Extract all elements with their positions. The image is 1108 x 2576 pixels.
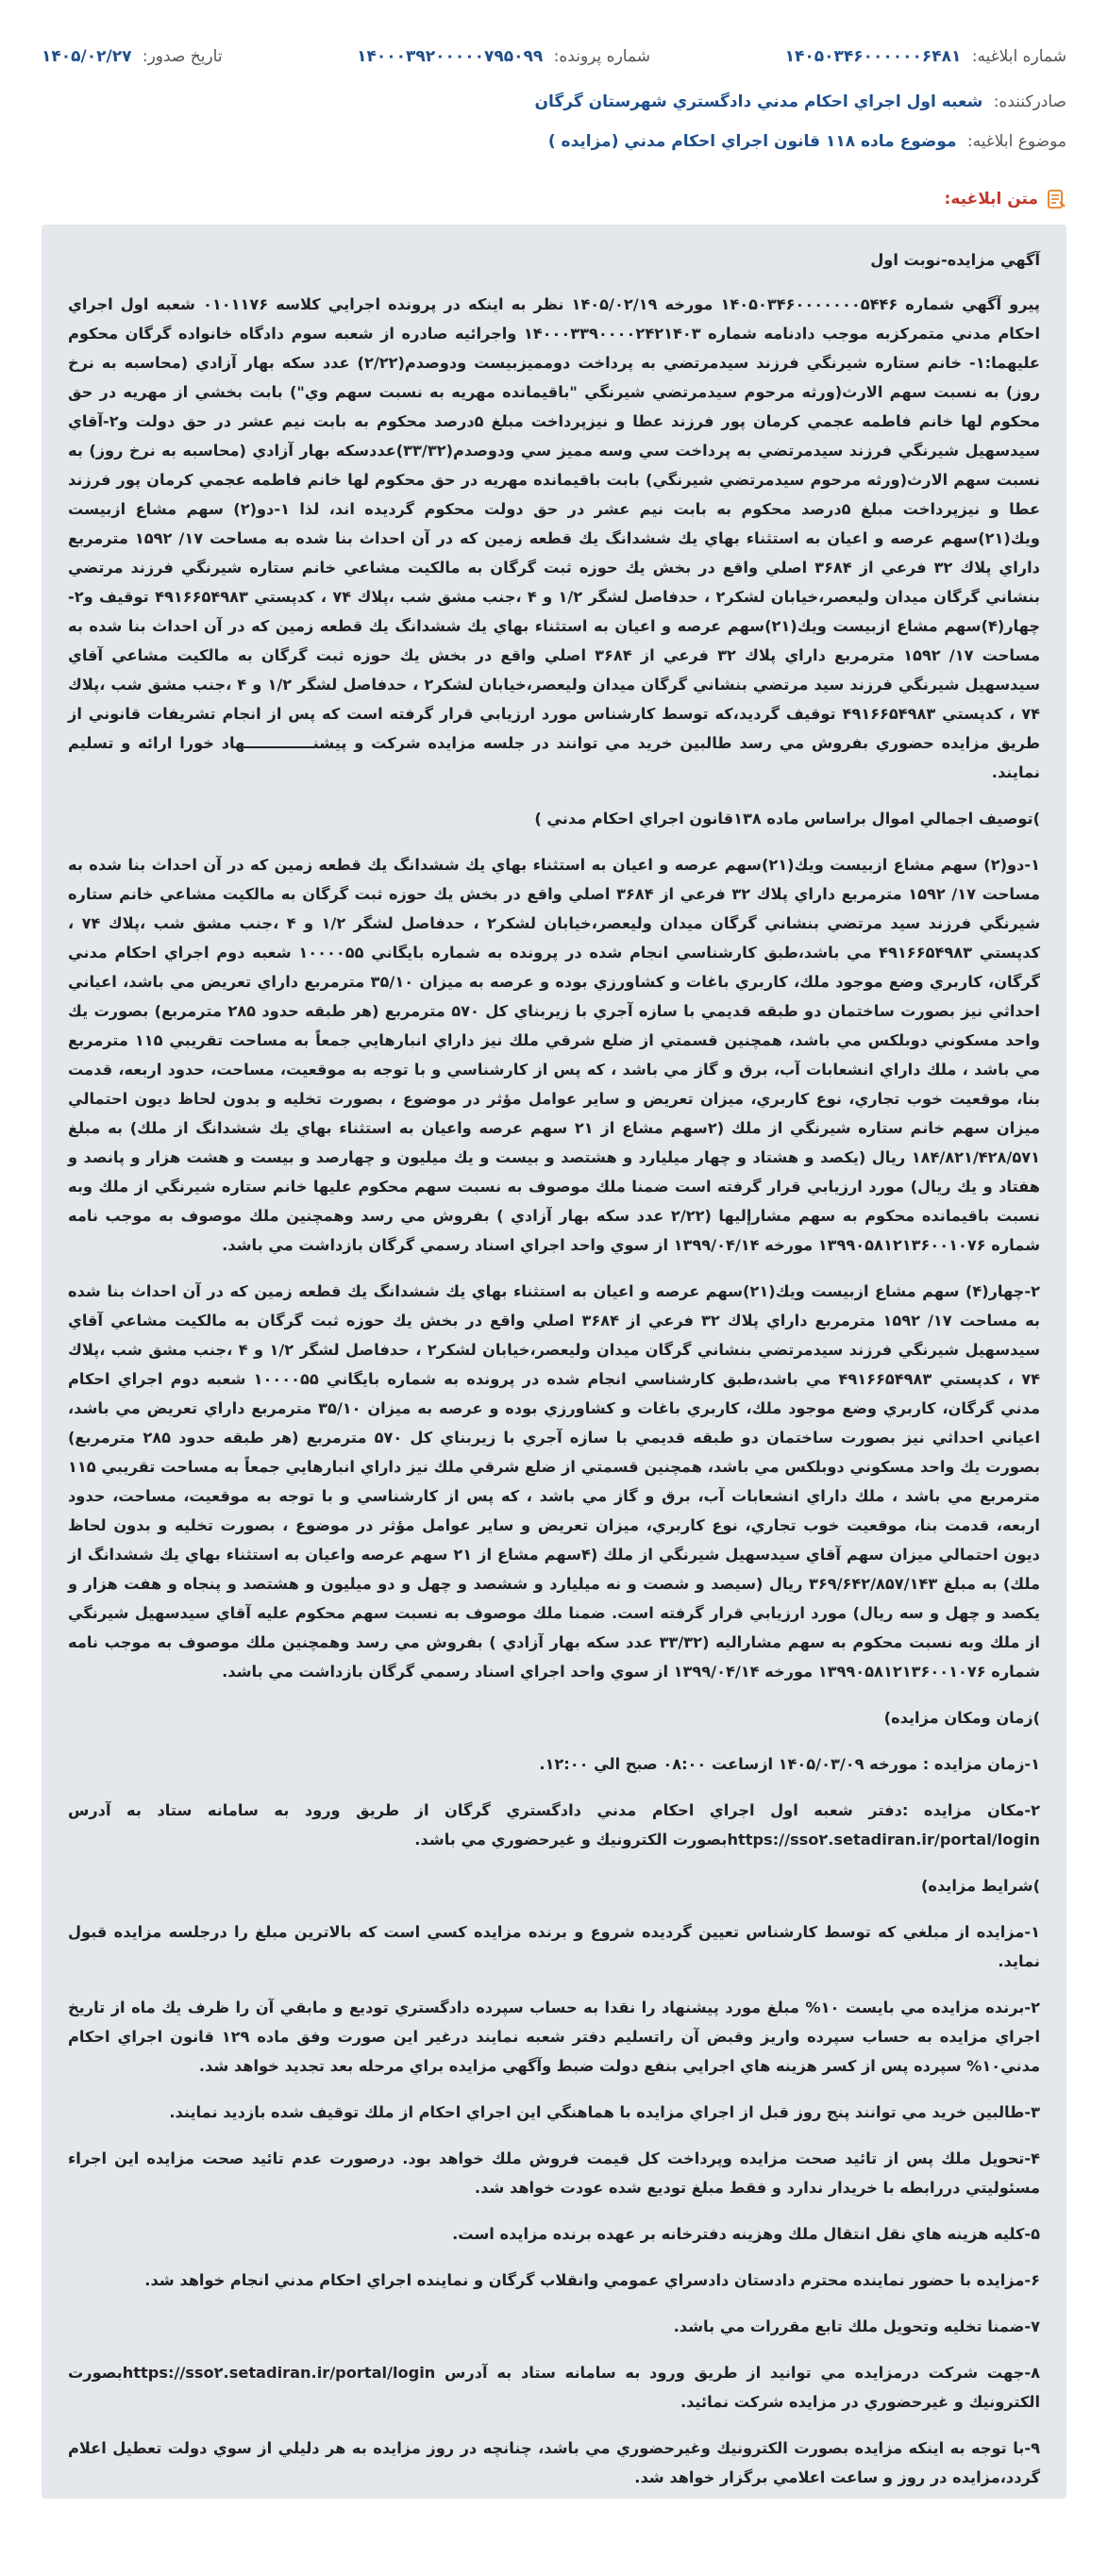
document-text-icon	[1046, 189, 1066, 209]
condition-4: ۴-تحويل ملك پس از تائيد صحت مزايده وپرداخت كل قيمت فروش ملك خواهد بود. درصورت عدم تائيد صحت مزايده اين اجراء مسئوليتي دررابطه با خريدار ندارد و فقط مبلغ توديع شده عودت خواهد شد.	[68, 2149, 1040, 2197]
condition-1: ۱-مزايده از مبلغي كه توسط كارشناس تعيين گرديده شروع و برنده مزايده كسي است كه بالاترين مبلغ را درجلسه مزايده قبول نمايد.	[68, 1923, 1040, 1970]
section-heading-conditions: )شرايط مزايده)	[920, 1877, 1040, 1895]
auction-time: ۱-زمان مزايده : مورخه ۱۴۰۵/۰۳/۰۹ ازساعت ۰۸:۰۰ صبح الي ۱۲:۰۰.	[539, 1755, 1040, 1773]
condition-7: ۷-ضمنا تخليه وتحويل ملك تابع مقررات مي باشد.	[673, 2317, 1040, 2335]
property-description-2: ۲-چهار(۴) سهم مشاع ازبيست ويك(۲۱)سهم عرصه و اعيان به استثناء بهاي يك ششدانگ يك قطعه زمين كه در آن احداث بنا شده به مساحت ۱۷/ ۱۵۹۲ مترمربع داراي پلاك ۳۲ فرعي از ۳۶۸۴ اصلي واقع در بخش يك حوزه ثبت گرگان به مالكيت مشاعي آقاي سيدسهيل شيرنگي فرزند سيدمرتضي بنشاني گرگان ميدان وليعصر،خيابان لشكر۲ ، حدفاصل لشگر ۱/۲ و ۴ ،جنب مشق شب ،پلاك ۷۴ ، كدپستي ۴۹۱۶۶۵۴۹۸۳ مي باشد،طبق كارشناسي انجام شده در پرونده به شماره بايگاني ۱۰۰۰۰۵۵ شعبه دوم اجراي احكام مدني گرگان، كاربري وضع موجود ملك، كاربري باغات و كشاورزي بوده و عرصه به ميزان ۳۵/۱۰ مترمربع داراي تعريض مي باشد، اعياني احداثي نيز بصورت ساختمان دو طبقه قديمي با سازه آجري با زيربناي كل ۵۷۰ مترمربع (هر طبقه حدود ۲۸۵ مترمربع) بصورت يك واحد مسكوني دوبلكس مي باشد، همچنين قسمتي از ضلع شرقي ملك نيز داراي انبارهايي جمعاً به مساحت تقريبي ۱۱۵ مترمربع مي باشد ، ملك داراي انشعابات آب، برق و گاز مي باشد ، كه پس از كارشناسي و با توجه به موقعيت، مساحت، حدود اربعه، قدمت بنا، موقعيت خوب تجاري، نوع كاربري، ميزان تعريض و ساير عوامل مؤثر در موضوع ، بصورت تخليه و بدون لحاظ ديون احتمالي ميزان سهم آقاي سيدسهيل شيرنگي از ملك (۴سهم مشاع از ۲۱ سهم عرصه واعيان به استثناء بهاي يك ششدانگ از ملك) به مبلغ ۳۶۹/۶۴۲/۸۵۷/۱۴۳ ريال (سيصد و شصت و نه ميليارد و ششصد و چهل و دو ميليون و هشتصد و پنجاه و هفت هزار و يكصد و چهل و سه ريال) مورد ارزيابي قرار گرفته است. ضمنا ملك موصوف به نسبت سهم محكوم عليه آقاي سيدسهيل شيرنگي از ملك وبه نسبت محكوم به سهم مشاراليه (۳۳/۳۲ عدد سكه بهار آزادي ) بفروش مي رسد وهمچنين ملك موصوف به موجب نامه شماره ۱۳۹۹۰۵۸۱۲۱۳۶۰۰۱۰۷۶ مورخه ۱۳۹۹/۰۴/۱۴ از سوي واحد اجراي اسناد رسمي گرگان بازداشت مي باشد.	[68, 1282, 1041, 1681]
condition-6: ۶-مزايده با حضور نماينده محترم دادستان دادسراي عمومي وانقلاب گرگان و نماينده اجراي احكام مدني انجام خواهد شد.	[144, 2271, 1040, 2289]
issuer-label: صادرکننده:	[993, 92, 1066, 111]
section-heading-time-place: )زمان ومكان مزايده)	[883, 1709, 1040, 1727]
subject-line	[42, 132, 1066, 151]
auction-place: ۲-مكان مزايده :دفتر شعبه اول اجراي احكام مدني دادگستري گرگان از طريق ورود به سامانه ستاد به آدرس https://sso۲.setadiran.ir/portal/loginبصورت الكترونيك و غيرحضوري مي باشد.	[68, 1801, 1040, 1848]
notice-number	[785, 47, 1066, 66]
metadata-row	[42, 47, 1066, 66]
notice-number-value: ۱۴۰۵۰۳۴۶۰۰۰۰۰۰۶۴۸۱	[784, 47, 962, 66]
notice-text-title: متن ابلاغيه:	[944, 190, 1038, 209]
condition-2: ۲-برنده مزايده مي بايست ۱۰% مبلغ مورد پيشنهاد را نقدا به حساب سپرده دادگستري توديع و مابقي آن را ظرف يك ماه از تاريخ اجراي مزايده به حساب سپرده واريز وقبض آن راتسليم دفتر شعبه نمايند درغير اين صورت وفق ماده ۱۲۹ قانون اجراي احكام مدني۱۰% سپرده پس از كسر هزينه هاي اجرايي بنفع دولت ضبط وآگهي مزايده براي مرحله بعد تجديد خواهد شد.	[68, 1999, 1040, 2075]
file-number	[357, 47, 650, 66]
notice-number-label: شماره ابلاغيه:	[971, 47, 1066, 66]
issue-date-label: تاريخ صدور:	[142, 47, 223, 66]
condition-3: ۳-طالبين خريد مي توانند پنج روز قبل از اجراي مزايده با هماهنگي اين اجراي احكام از ملك توقيف شده بازديد نمايند.	[169, 2103, 1040, 2121]
issue-date	[42, 47, 223, 66]
issuer-line	[42, 92, 1066, 111]
notice-heading: آگهي مزايده-نوبت اول	[870, 251, 1040, 269]
subject-label: موضوع ابلاغيه:	[966, 132, 1066, 151]
issuer-value: شعبه اول اجراي احكام مدني دادگستري شهرستان گرگان	[534, 92, 983, 111]
issue-date-value: ۱۴۰۵/۰۲/۲۷	[42, 47, 132, 66]
subject-value: موضوع ماده ۱۱۸ قانون اجراي احكام مدني (مزايده )	[547, 132, 957, 151]
section-heading-description: )توصيف اجمالي اموال براساس ماده ۱۳۸قانون اجراي احكام مدني )	[534, 810, 1040, 828]
file-number-label: شماره پرونده:	[553, 47, 651, 66]
property-description-1: ۱-دو(۲) سهم مشاع ازبيست ويك(۲۱)سهم عرصه و اعيان به استثناء بهاي يك ششدانگ يك قطعه زمين كه در آن احداث بنا شده به مساحت ۱۷/ ۱۵۹۲ مترمربع داراي پلاك ۳۲ فرعي از ۳۶۸۴ اصلي واقع در بخش يك حوزه ثبت گرگان به مالكيت مشاعي خانم ستاره شيرنگي فرزند سيد مرتضي بنشاني گرگان ميدان وليعصر،خيابان لشكر۲ ، حدفاصل لشگر ۱/۲ و ۴ ،جنب مشق شب ،پلاك ۷۴ ، كدپستي ۴۹۱۶۶۵۴۹۸۳ مي باشد،طبق كارشناسي انجام شده در پرونده به شماره بايگاني ۱۰۰۰۰۵۵ شعبه دوم اجراي احكام مدني گرگان، كاربري وضع موجود ملك، كاربري باغات و كشاورزي بوده و عرصه به ميزان ۳۵/۱۰ مترمربع داراي تعريض مي باشد، اعياني احداثي نيز بصورت ساختمان دو طبقه قديمي با سازه آجري با زيربناي كل ۵۷۰ مترمربع (هر طبقه حدود ۲۸۵ مترمربع) بصورت يك واحد مسكوني دوبلكس مي باشد، همچنين قسمتي از ضلع شرقي ملك نيز داراي انبارهايي جمعاً به مساحت تقريبي ۱۱۵ مترمربع مي باشد ، ملك داراي انشعابات آب، برق و گاز مي باشد ، كه پس از كارشناسي و با توجه به موقعيت، مساحت، حدود اربعه، قدمت بنا، موقعيت خوب تجاري، نوع كاربري، ميزان تعريض و ساير عوامل مؤثر در موضوع ، بصورت تخليه و بدون لحاظ ديون احتمالي ميزان سهم خانم ستاره شيرنگي از ملك (۲سهم مشاع از ۲۱ سهم عرصه واعيان به استثناء بهاي يك ششدانگ از ملك) به مبلغ ۱۸۴/۸۲۱/۴۲۸/۵۷۱ ريال (يكصد و هشتاد و چهار ميليارد و هشتصد و بيست و يك ميليون و چهارصد و بيست و هشت هزار و پانصد و هفتاد و يك ريال) مورد ارزيابي قرار گرفته است ضمنا ملك موصوف به نسبت سهم محكوم عليها خانم ستاره شيرنگي از ملك وبه نسبت باقيمانده محكوم به سهم مشارإليها (۲/۲۲ عدد سكه بهار آزادي ) بفروش مي رسد وهمچنين ملك موصوف به موجب نامه شماره ۱۳۹۹۰۵۸۱۲۱۳۶۰۰۱۰۷۶ مورخه ۱۳۹۹/۰۴/۱۴ از سوي واحد اجراي اسناد رسمي گرگان بازداشت مي باشد.	[68, 856, 1041, 1254]
notice-text-heading	[945, 189, 1066, 209]
condition-8: ۸-جهت شركت درمزايده مي توانيد از طريق ورود به سامانه ستاد به آدرس https://sso۲.setadiran.ir/portal/loginبصورت الكترونيك و غيرحضوري در مزايده شركت نمائيد.	[68, 2364, 1040, 2411]
notice-metadata	[42, 47, 1066, 151]
file-number-value: ۱۴۰۰۰۳۹۲۰۰۰۰۰۷۹۵۰۹۹	[357, 47, 544, 66]
condition-9: ۹-با توجه به اينكه مزايده بصورت الكترونيك وغيرحضوري مي باشد، چنانچه در روز مزايده به هر دليلي از سوي دولت تعطيل اعلام گردد،مزايده در روز و ساعت اعلامي برگزار خواهد شد.	[68, 2439, 1040, 2486]
condition-5: ۵-كليه هزينه هاي نقل انتقال ملك وهزينه دفترخانه بر عهده برنده مزايده است.	[452, 2225, 1040, 2243]
notice-body	[42, 225, 1066, 2499]
notice-paragraph: پيرو آگهي شماره ۱۴۰۵۰۳۴۶۰۰۰۰۰۰۰۵۴۴۶ مورخه ۱۴۰۵/۰۲/۱۹ نظر به اينكه در پرونده اجرايي كلاسه ۰۱۰۱۱۷۶ شعبه اول اجراي احكام مدني متمركزبه موجب دادنامه شماره ۱۴۰۰۰۳۳۹۰۰۰۰۲۴۲۱۴۰۳ واجرائيه صادره از شعبه سوم دادگاه خانواده گرگان محكوم عليهما:۱- خانم ستاره شيرنگي فرزند سيدمرتضي به پرداخت دومميزبيست ودوصدم(۲/۲۲) عدد سكه بهار آزادي (محاسبه به نرخ روز) به نسبت سهم الارث(ورثه مرحوم سيدمرتضي شيرنگي "باقيمانده مهريه به نسبت سهم وي") بابت بخشي از مهريه در حق محكوم لها خانم فاطمه عجمي كرمان پور فرزند عطا و نيزپرداخت مبلغ ۵درصد محكوم به بابت نيم عشر در حق دولت و۲-آقاي سيدسهيل شيرنگي فرزند سيدمرتضي به پرداخت سي وسه مميز سي ودوصدم(۳۳/۳۲)عددسكه بهار آزادي (محاسبه به نرخ روز) به نسبت سهم الارث(ورثه مرحوم سيدمرتضي شيرنگي) بابت باقيمانده مهريه در حق محكوم لها خانم فاطمه عجمي كرمان پور فرزند عطا و نيزپرداخت مبلغ ۵درصد محكوم به بابت نيم عشر در حق دولت محكوم گرديده اند، لذا ۱-دو(۲) سهم مشاع ازبيست ويك(۲۱)سهم عرصه و اعيان به استثناء بهاي يك ششدانگ يك قطعه زمين كه در آن احداث بنا شده به مساحت ۱۷/ ۱۵۹۲ مترمربع داراي پلاك ۳۲ فرعي از ۳۶۸۴ اصلي واقع در بخش يك حوزه ثبت گرگان به مالكيت مشاعي خانم ستاره شيرنگي فرزند مرتضي بنشاني گرگان ميدان وليعصر،خيابان لشكر۲ ، حدفاصل لشگر ۱/۲ و ۴ ،جنب مشق شب ،پلاك ۷۴ ، كدپستي ۴۹۱۶۶۵۴۹۸۳ توقيف و۲-چهار(۴)سهم مشاع ازبيست ويك(۲۱)سهم عرصه و اعيان به استثناء بهاي يك ششدانگ يك قطعه زمين كه در آن احداث بنا شده به مساحت ۱۷/ ۱۵۹۲ مترمربع داراي پلاك ۳۲ فرعي از ۳۶۸۴ اصلي واقع در بخش يك حوزه ثبت گرگان به مالكيت مشاعي آقاي سيدسهيل شيرنگي فرزند سيد مرتضي بنشاني گرگان ميدان وليعصر،خيابان لشكر۲ ، حدفاصل لشگر ۱/۲ و ۴ ،جنب مشق شب ،پلاك ۷۴ ، كدپستي ۴۹۱۶۶۵۴۹۸۳ توقيف گرديد،كه توسط كارشناس مورد ارزيابي قرار گرفته است كه پس از انجام تشريفات قانوني از طريق مزايده حضوري بفروش مي رسد طالبين خريد مي توانند در جلسه مزايده شركت و پيشنـــــــــــــهاد خورا ارائه و تسليم نمايند.	[68, 295, 1041, 781]
